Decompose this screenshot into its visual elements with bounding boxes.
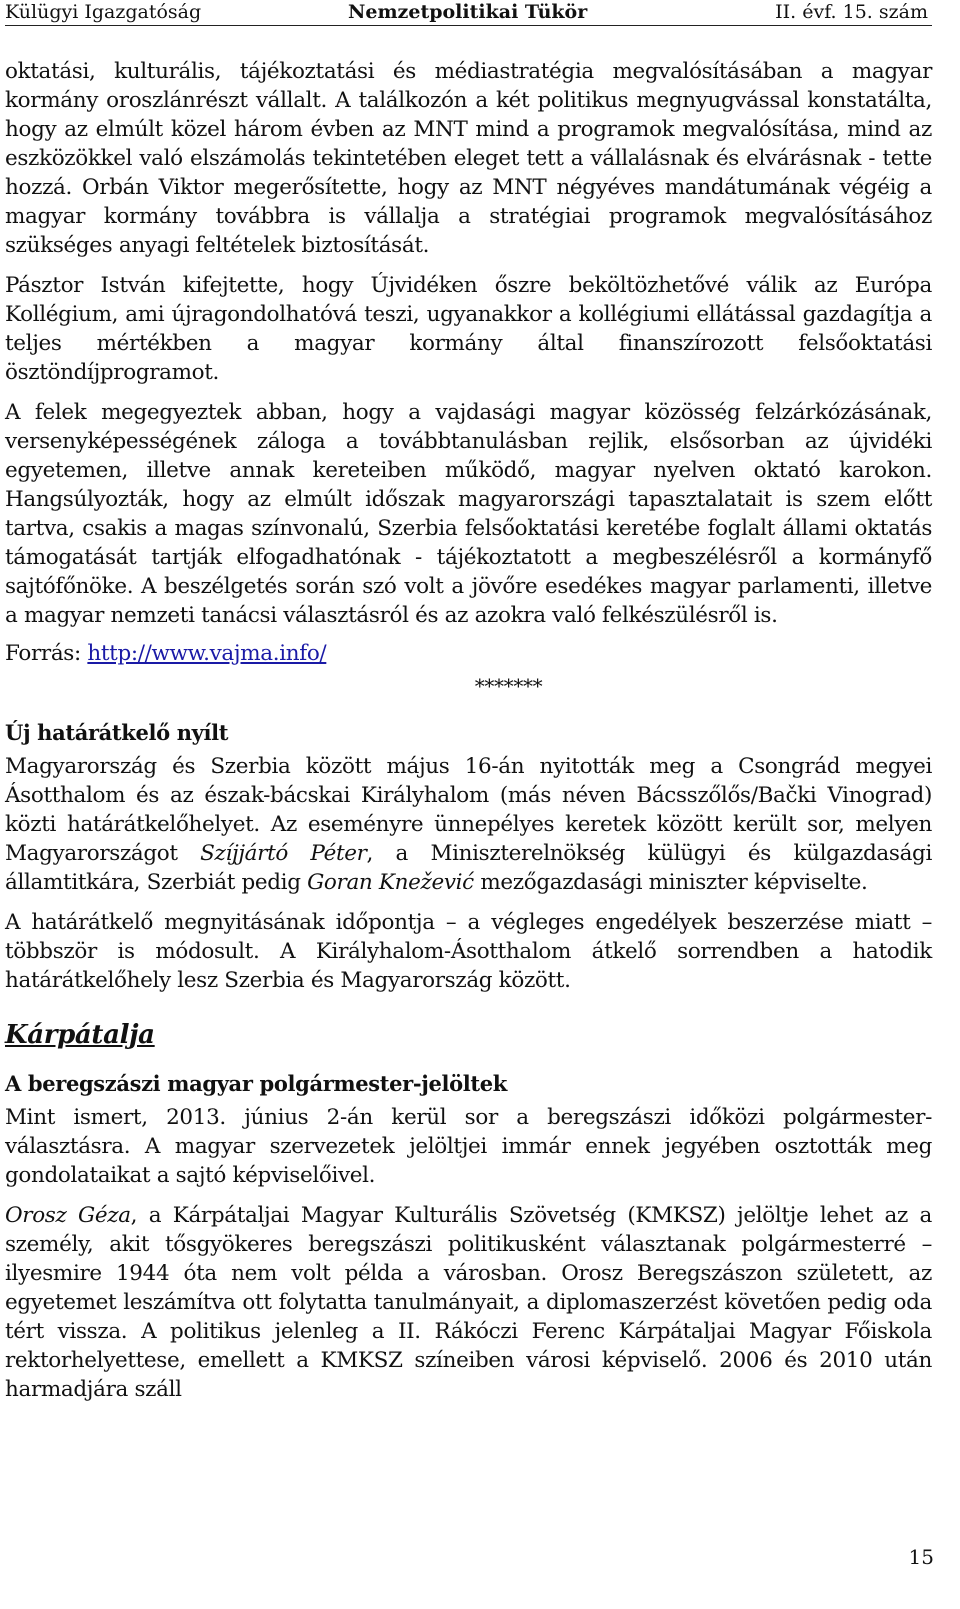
paragraph: A felek megegyeztek abban, hogy a vajdasági magyar közösség felzárkózásának, versenyképességének záloga a továbbtanulásban rejlik, elsősorban az újvidéki egyetemen, illetve annak kereteiben működő, magyar nyelven oktató karokon. Hangsúlyozták, hogy az elmúlt időszak magyarországi tapasztalatait is szem előtt tartva, csakis a magas színvonalú, Szerbia felsőoktatási keretébe foglalt állami oktatás támogatását tartják elfogadhatónak - tájékoztatott a megbeszélésről a kormányfő sajtófőnöke. A beszélgetés során szó volt a jövőre esedékes magyar parlamenti, illetve a magyar nemzeti tanácsi választásról és az azokra való felkészülésről is. — [5, 400, 932, 628]
header-publication-title: Nemzetpolitikai Tükör — [348, 1, 588, 23]
header-issue: II. évf. 15. szám — [775, 1, 928, 23]
text-run: mezőgazdasági miniszter képviselte. — [473, 870, 868, 895]
article-title: A beregszászi magyar polgármester-jelöltek — [5, 1071, 507, 1096]
text-run: , a Miniszterelnökség külügyi és külgazdasági államtitkára, Szerbiát pedig — [5, 841, 932, 895]
document-page — [5, 0, 932, 1415]
header-institution: Külügyi Igazgatóság — [5, 1, 202, 23]
source-line — [5, 639, 932, 668]
page-number: 15 — [908, 1545, 934, 1569]
text-run: , a Kárpátaljai Magyar Kulturális Szövetség (KMKSZ) jelöltje lehet az a személy, akit tősgyökeres beregszászi politikusként választanak polgármesterré – ilyesmire 1944 óta nem volt példa a városban. Orosz Beregszászon született, az egyetemet leszámítva ott folytatta tanulmányait, a diplomaszerzést követően pedig oda tért vissza. A politikus jelenleg a II. Rákóczi Ferenc Kárpátaljai Magyar Főiskola rektorhelyettese, emellett a KMKSZ színeiben városi képviselő. 2006 és 2010 után harmadjára száll — [5, 1203, 932, 1402]
person-name: Goran Knežević — [307, 870, 474, 895]
text-run: Magyarország és Szerbia között május 16-án nyitották meg a Csongrád megyei Ásotthalom és az észak-bácskai Királyhalom (más néven Bácsszőlős/Bački Vinograd) közti határátkelőhelyet. Az eseményre ünnepélyes keretek között került sor, melyen Magyarországot — [5, 754, 932, 866]
paragraph — [5, 752, 932, 897]
paragraph: A határátkelő megnyitásának időpontja – a végleges engedélyek beszerzése miatt – többször is módosult. A Királyhalom-Ásotthalom átkelő sorrendben a hatodik határátkelőhely lesz Szerbia és Magyarország között. — [5, 910, 932, 993]
source-link[interactable]: http://www.vajma.info/ — [87, 641, 327, 666]
paragraph: Mint ismert, 2013. június 2-án kerül sor a beregszászi időközi polgármester-választásra. A magyar szervezetek jelöltjei immár ennek jegyében osztották meg gondolataikat a sajtó képviselőivel. — [5, 1105, 932, 1188]
paragraph — [5, 1201, 932, 1404]
person-name: Szíjjártó Péter — [200, 841, 367, 866]
paragraph: oktatási, kulturális, tájékoztatási és médiastratégia megvalósításában a magyar kormány oroszlánrészt vállalt. A találkozón a két politikus megnyugvással konstatálta, hogy az elmúlt közel három évben az MNT mind a programok megvalósítása, mind az eszközökkel való elszámolás tekintetében eleget tett a vállalásnak és elvárásnak - tette hozzá. Orbán Viktor megerősítette, hogy az MNT négyéves mandátumának végéig a magyar kormány továbbra is vállalja a stratégiai programok megvalósításához szükséges anyagi feltételek biztosítását. — [5, 59, 932, 258]
page-content — [5, 26, 932, 1404]
section-separator: ******* — [474, 674, 543, 698]
person-name: Orosz Géza — [5, 1203, 131, 1228]
region-heading: Kárpátalja — [5, 1020, 155, 1050]
source-label: Forrás: — [5, 641, 88, 666]
paragraph: Pásztor István kifejtette, hogy Újvidéken őszre beköltözhetővé válik az Európa Kollégium, ami újragondolhatóvá teszi, ugyanakkor a kollégiumi ellátással gazdagítja a teljes mértékben a magyar kormány által finanszírozott felsőoktatási ösztöndíjprogramot. — [5, 273, 932, 385]
article-title: Új határátkelő nyílt — [5, 720, 229, 745]
running-header — [5, 0, 932, 26]
